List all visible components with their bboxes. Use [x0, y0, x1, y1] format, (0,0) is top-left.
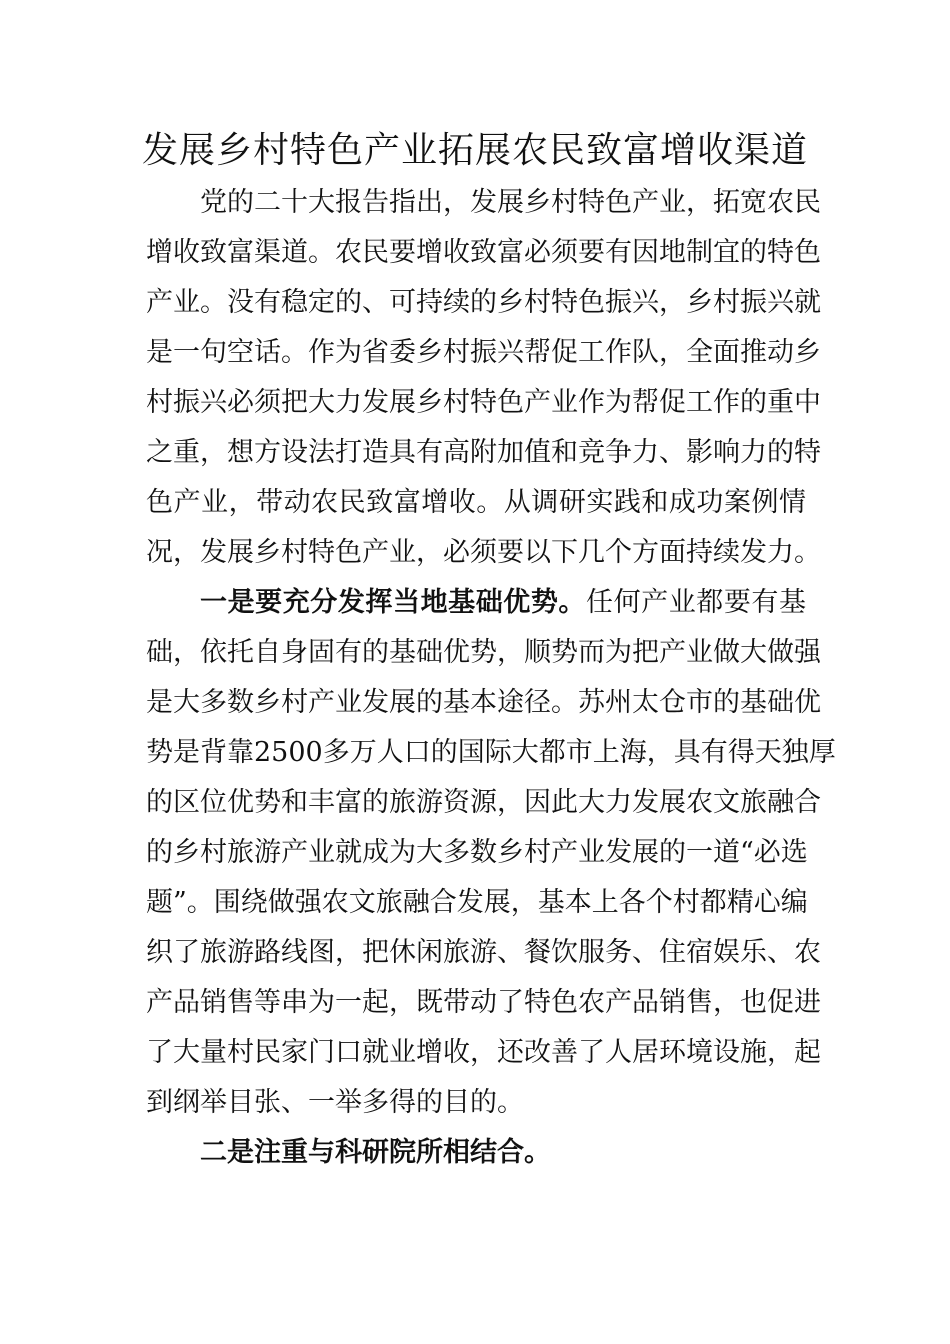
document-title: 发展乡村特色产业拓展农民致富增收渠道	[141, 130, 808, 171]
paragraph-2-lead: 一是要充分发挥当地基础优势。	[200, 587, 586, 618]
paragraph-1-line: 之重，想方设法打造具有高附加值和竞争力、影响力的特	[146, 437, 821, 468]
paragraph-2-line: 到纲举目张、一举多得的目的。	[146, 1087, 524, 1118]
paragraph-1-line: 党的二十大报告指出，发展乡村特色产业，拓宽农民	[200, 187, 821, 218]
paragraph-2-line: 产品销售等串为一起，既带动了特色农产品销售，也促进	[146, 987, 821, 1018]
paragraph-2-first-line	[200, 578, 806, 628]
paragraph-3-lead: 二是注重与科研院所相结合。	[200, 1137, 551, 1168]
paragraph-2-line: 础，依托自身固有的基础优势，顺势而为把产业做大做强	[146, 637, 821, 668]
paragraph-2-line: 势是背靠2500多万人口的国际大都市上海，具有得天独厚	[146, 737, 836, 768]
paragraph-2-line: 题”。围绕做强农文旅融合发展，基本上各个村都精心编	[146, 887, 808, 918]
paragraph-1-line: 产业。没有稳定的、可持续的乡村特色振兴，乡村振兴就	[146, 287, 821, 318]
paragraph-2-line: 的乡村旅游产业就成为大多数乡村产业发展的一道“必选	[146, 837, 808, 868]
paragraph-1-line: 色产业，带动农民致富增收。从调研实践和成功案例情	[146, 487, 806, 518]
paragraph-1-line: 是一句空话。作为省委乡村振兴帮促工作队，全面推动乡	[146, 337, 821, 368]
paragraph-2-line: 织了旅游路线图，把休闲旅游、餐饮服务、住宿娱乐、农	[146, 937, 821, 968]
paragraph-2-line: 是大多数乡村产业发展的基本途径。苏州太仓市的基础优	[146, 687, 821, 718]
paragraph-1-line: 况，发展乡村特色产业，必须要以下几个方面持续发力。	[146, 537, 821, 568]
paragraph-3-first-line	[200, 1128, 806, 1178]
paragraph-1-line: 增收致富渠道。农民要增收致富必须要有因地制宜的特色	[146, 237, 821, 268]
paragraph-2-line: 的区位优势和丰富的旅游资源，因此大力发展农文旅融合	[146, 787, 821, 818]
paragraph-2-line: 了大量村民家门口就业增收，还改善了人居环境设施，起	[146, 1037, 821, 1068]
paragraph-1-line: 村振兴必须把大力发展乡村特色产业作为帮促工作的重中	[146, 387, 821, 418]
paragraph-2-line-text: 任何产业都要有基	[586, 587, 806, 618]
